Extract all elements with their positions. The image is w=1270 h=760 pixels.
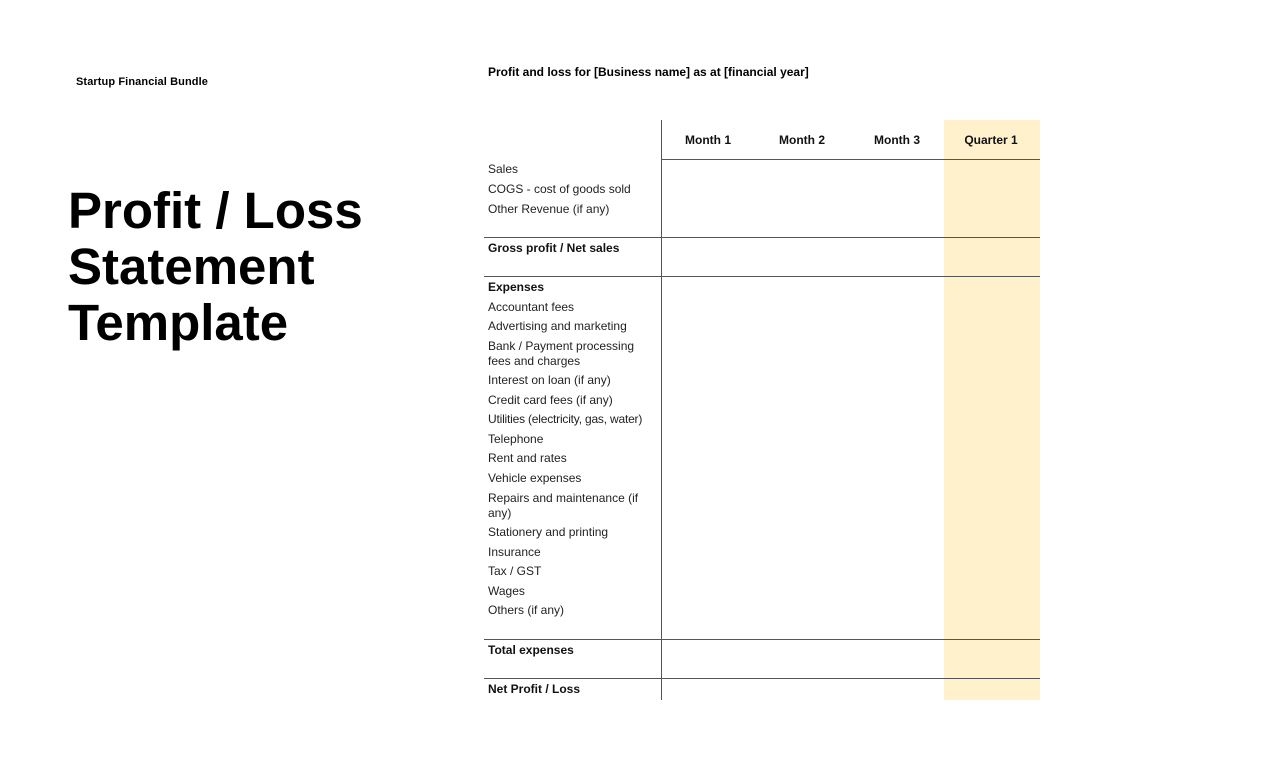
page-title-line-1: Profit / Loss [68,182,363,239]
column-header-month-1: Month 1 [685,133,731,147]
header-divider [661,159,1040,160]
row-label-utilities: Utilities (electricity, gas, water) [488,412,643,426]
column-header-month-3: Month 3 [874,133,920,147]
label-column-divider [661,120,662,700]
row-label-credit-card: Credit card fees (if any) [488,393,613,407]
column-header-quarter-1: Quarter 1 [964,133,1018,147]
total-expenses-divider [484,678,1040,679]
row-label-net-profit: Net Profit / Loss [488,682,581,696]
page-title [68,183,428,351]
row-label-telephone: Telephone [488,432,544,446]
page-title-line-2: Statement [68,238,315,295]
row-label-interest: Interest on loan (if any) [488,373,611,387]
row-label-stationery: Stationery and printing [488,525,609,539]
row-label-advertising: Advertising and marketing [488,319,627,333]
quarter-column-highlight [944,120,1040,700]
profit-loss-table [484,120,1040,700]
row-label-rent: Rent and rates [488,451,567,465]
revenue-divider [484,237,1040,238]
row-label-gross-profit: Gross profit / Net sales [488,241,620,255]
row-label-others: Others (if any) [488,603,565,617]
gross-profit-divider [484,276,1040,277]
column-header-month-2: Month 2 [779,133,825,147]
expenses-divider [484,639,1040,640]
row-label-sales: Sales [488,162,519,176]
row-label-other-revenue: Other Revenue (if any) [488,202,610,216]
row-label-cogs: COGS - cost of goods sold [488,182,631,196]
page-title-line-3: Template [68,294,289,351]
brand-label: Startup Financial Bundle [76,76,208,88]
row-label-insurance: Insurance [488,545,541,559]
row-label-bank-fees: Bank / Payment processing fees and charges [488,339,635,368]
row-label-repairs: Repairs and maintenance (if any) [488,491,639,520]
document-title: Profit and loss for [Business name] as at [financial year] [488,65,809,79]
row-label-tax: Tax / GST [488,564,542,578]
row-label-expenses-heading: Expenses [488,280,545,294]
row-label-wages: Wages [488,584,525,598]
row-label-accountant-fees: Accountant fees [488,300,575,314]
row-label-vehicle: Vehicle expenses [488,471,582,485]
row-label-total-expenses: Total expenses [488,643,574,657]
